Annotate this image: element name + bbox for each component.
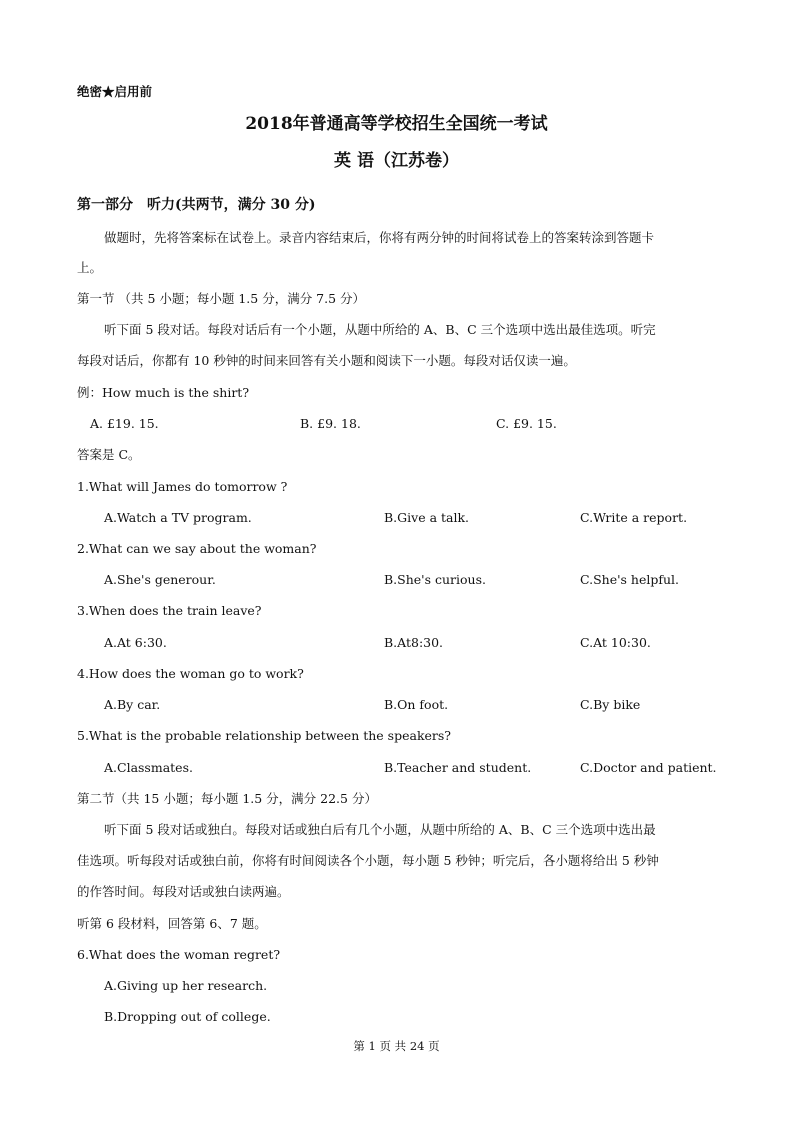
question-1: 1.What will James do tomorrow ?: [77, 479, 288, 494]
question-2-option-c: C.She's helpful.: [580, 572, 680, 587]
example-option-a: A. £19. 15.: [90, 416, 159, 431]
example-option-c: C. £9. 15.: [496, 416, 557, 431]
question-2-option-b: B.She's curious.: [384, 572, 486, 587]
question-3-option-c: C.At 10:30.: [580, 635, 651, 650]
question-2: 2.What can we say about the woman?: [77, 541, 317, 556]
question-4: 4.How does the woman go to work?: [77, 666, 304, 681]
question-6-option-a: A.Giving up her research.: [104, 978, 268, 993]
part1-intro-line2: 上。: [77, 260, 103, 275]
question-1-option-a: A.Watch a TV program.: [104, 510, 252, 525]
section1-instr-line1: 听下面 5 段对话。每段对话后有一个小题，从题中所给的 A、B、C 三个选项中选出最佳选项。听完: [104, 322, 656, 337]
question-4-option-a: A.By car.: [104, 697, 161, 712]
section2-instr-line1: 听下面 5 段对话或独白。每段对话或独白后有几个小题，从题中所给的 A、B、C 三个选项中选出最: [104, 822, 656, 837]
secret-label: 绝密★启用前: [77, 84, 153, 99]
question-1-option-b: B.Give a talk.: [384, 510, 470, 525]
question-1-option-c: C.Write a report.: [580, 510, 688, 525]
question-3-option-b: B.At8:30.: [384, 635, 444, 650]
question-5-option-c: C.Doctor and patient.: [580, 760, 717, 775]
section2-instr-line3: 的作答时间。每段对话或独白读两遍。: [77, 884, 290, 899]
section1-instr-line2: 每段对话后，你都有 10 秒钟的时间来回答有关小题和阅读下一小题。每段对话仅读一遍。: [77, 353, 576, 368]
section1-heading: 第一节 （共 5 小题；每小题 1.5 分，满分 7.5 分）: [77, 291, 366, 306]
question-4-option-b: B.On foot.: [384, 697, 449, 712]
page-footer: 第 1 页 共 24 页: [353, 1039, 440, 1053]
section2-instr-line2: 佳选项。听每段对话或独白前，你将有时间阅读各个小题，每小题 5 秒钟；听完后，各小题将给出 5 秒钟: [77, 853, 659, 868]
question-5-option-a: A.Classmates.: [104, 760, 193, 775]
question-2-option-a: A.She's generour.: [104, 572, 216, 587]
material-6-label: 听第 6 段材料，回答第 6、7 题。: [77, 916, 267, 931]
section2-heading: 第二节（共 15 小题；每小题 1.5 分，满分 22.5 分）: [77, 791, 377, 806]
exam-title: 2018年普通高等学校招生全国统一考试: [245, 114, 548, 134]
example-question: 例：How much is the shirt?: [77, 385, 250, 400]
question-5-option-b: B.Teacher and student.: [384, 760, 532, 775]
example-answer: 答案是 C。: [77, 447, 141, 462]
question-4-option-c: C.By bike: [580, 697, 641, 712]
example-option-b: B. £9. 18.: [300, 416, 361, 431]
question-5: 5.What is the probable relationship between the speakers?: [77, 728, 452, 743]
part1-intro-line1: 做题时，先将答案标在试卷上。录音内容结束后，你将有两分钟的时间将试卷上的答案转涂到答题卡: [104, 230, 655, 245]
exam-subtitle: 英 语（江苏卷）: [334, 151, 459, 171]
question-3-option-a: A.At 6:30.: [104, 635, 167, 650]
part1-heading: 第一部分 听力(共两节，满分 30 分): [77, 197, 316, 213]
question-6-option-b: B.Dropping out of college.: [104, 1009, 271, 1024]
question-6: 6.What does the woman regret?: [77, 947, 281, 962]
question-3: 3.When does the train leave?: [77, 603, 262, 618]
